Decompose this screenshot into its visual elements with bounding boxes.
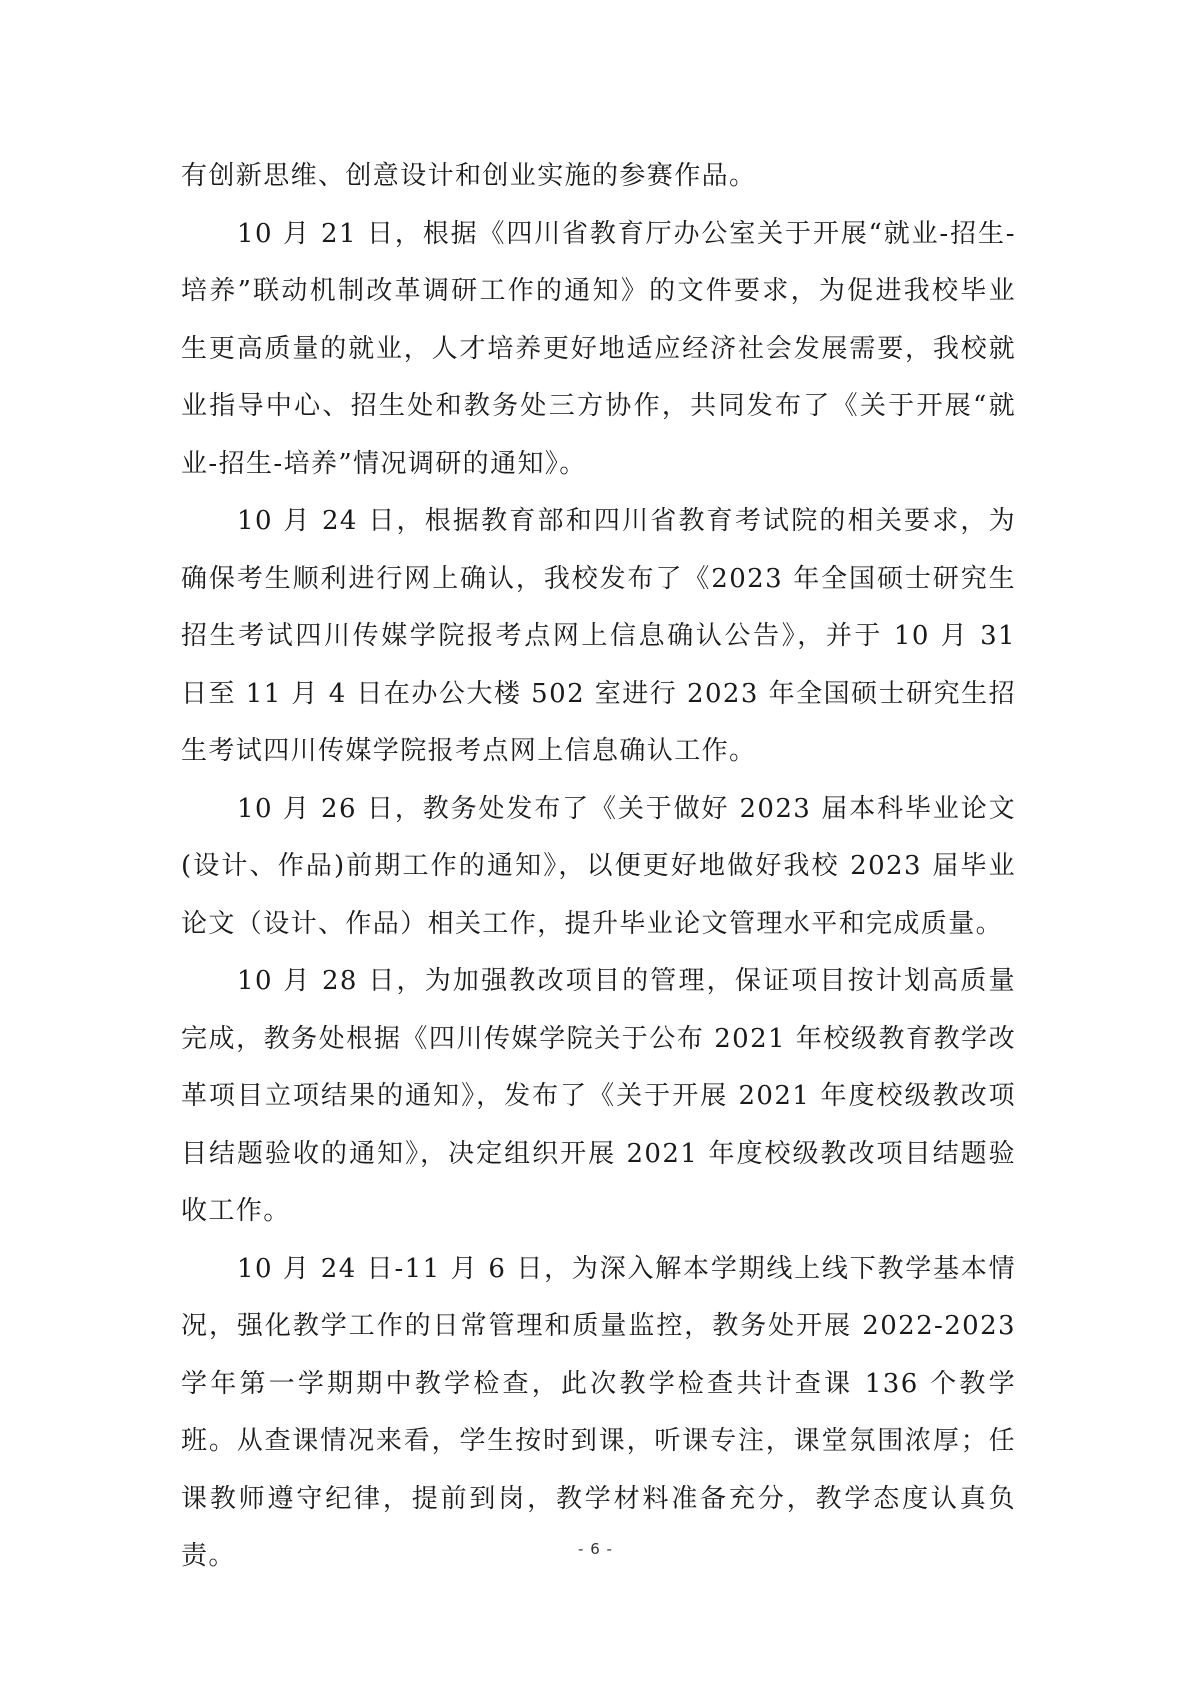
paragraph-oct28: 10 月 28 日，为加强教改项目的管理，保证项目按计划高质量完成，教务处根据《四川传媒学院关于公布 2021 年校级教育教学改革项目立项结果的通知》，发布了《关于开展 2021 年度校级教改项目结题验收的通知》，决定组织开展 2021 年度校级教改项目结题验收工作。	[181, 966, 1016, 1226]
paragraph-oct21: 10 月 21 日，根据《四川省教育厅办公室关于开展“就业-招生-培养”联动机制改革调研工作的通知》的文件要求，为促进我校毕业生更高质量的就业，人才培养更好地适应经济社会发展需要，我校就业指导中心、招生处和教务处三方协作，共同发布了《关于开展“就业-招生-培养”情况调研的通知》。	[181, 218, 1016, 479]
document-body	[181, 148, 1016, 1586]
paragraph-midterm-check: 10 月 24 日-11 月 6 日，为深入解本学期线上线下教学基本情况，强化教学工作的日常管理和质量监控，教务处开展 2022-2023 学年第一学期期中教学检查，此次教学检查共计查课 136 个教学班。从查课情况来看，学生按时到课，听课专注，课堂氛围浓厚；任课教师遵守纪律，提前到岗，教学材料准备充分，教学态度认真负责。	[181, 1253, 1016, 1571]
paragraph-oct26: 10 月 26 日，教务处发布了《关于做好 2023 届本科毕业论文(设计、作品)前期工作的通知》，以便更好地做好我校 2023 届毕业论文（设计、作品）相关工作，提升毕业论文管理水平和完成质量。	[181, 793, 1016, 939]
paragraph-oct24: 10 月 24 日，根据教育部和四川省教育考试院的相关要求，为确保考生顺利进行网上确认，我校发布了《2023 年全国硕士研究生招生考试四川传媒学院报考点网上信息确认公告》，并于 10 月 31 日至 11 月 4 日在办公大楼 502 室进行 2023 年全国硕士研究生招生考试四川传媒学院报考点网上信息确认工作。	[181, 506, 1016, 766]
paragraph-continuation: 有创新思维、创意设计和创业实施的参赛作品。	[181, 161, 757, 191]
page-number: - 6 -	[578, 1540, 613, 1558]
